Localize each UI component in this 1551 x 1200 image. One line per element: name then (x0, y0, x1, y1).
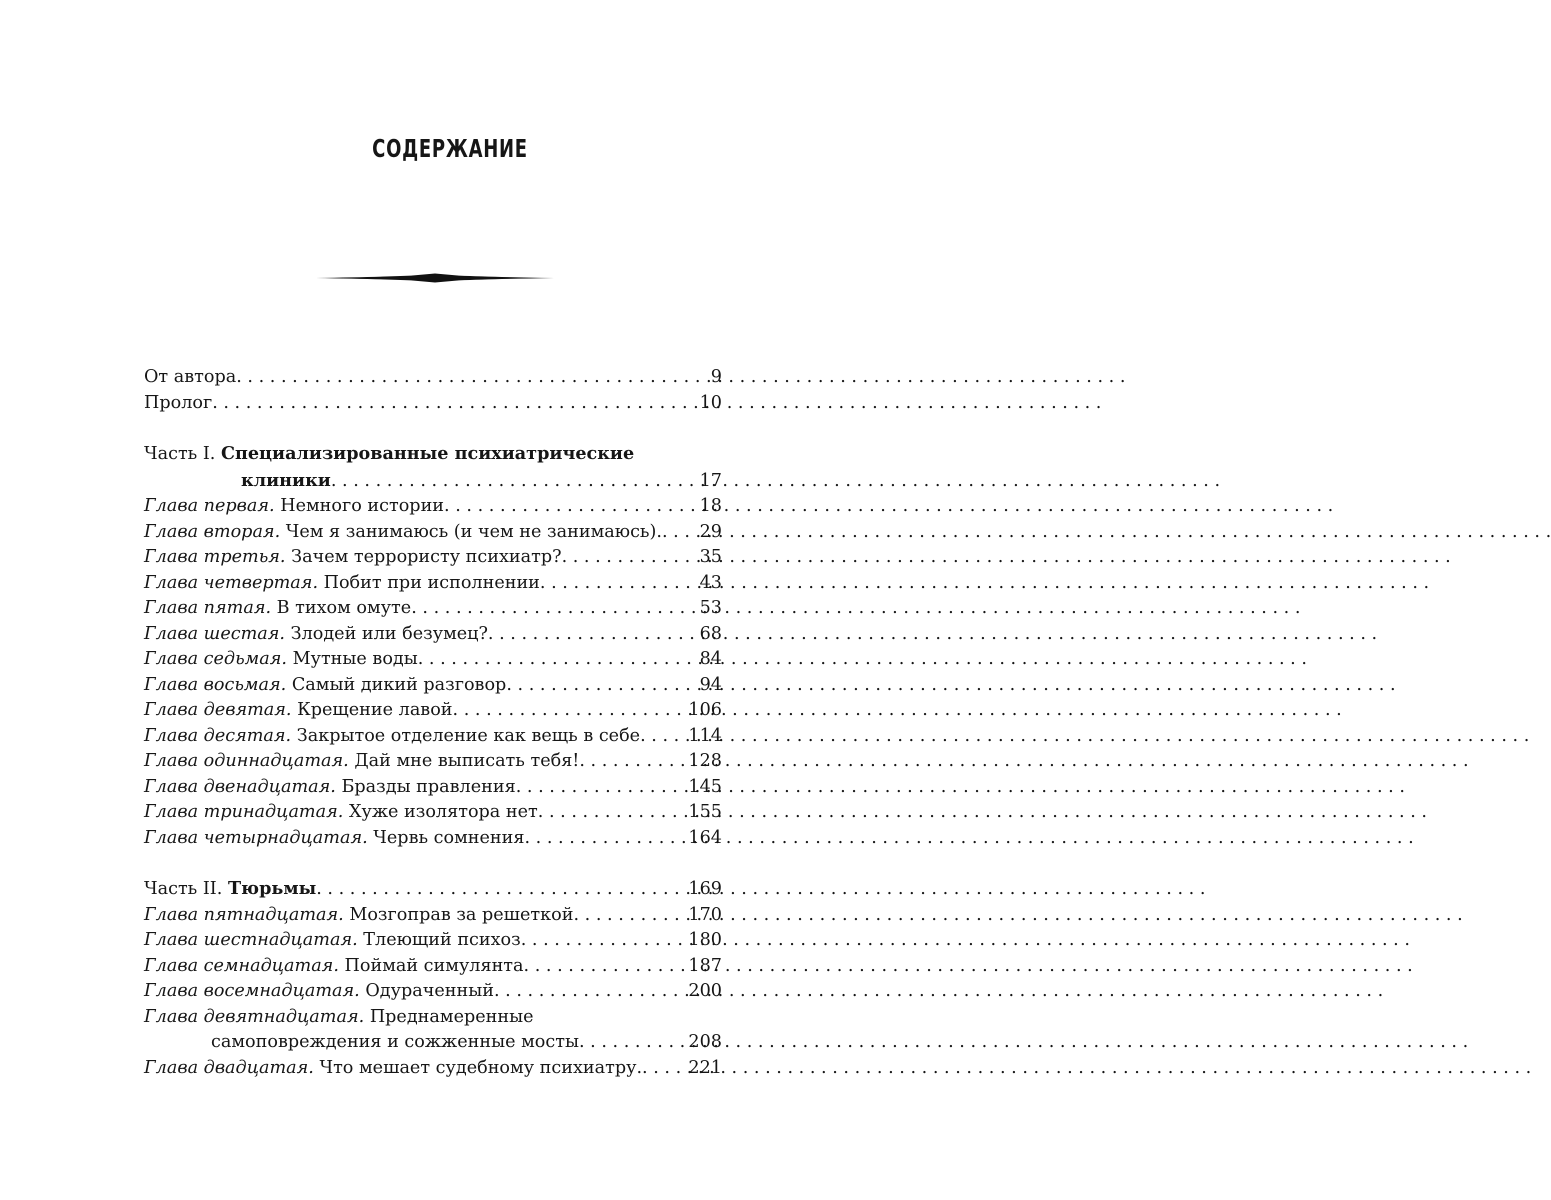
toc-chapter[interactable] (144, 724, 722, 750)
page-number: 170 (688, 904, 722, 925)
chapter-number: Глава четырнадцатая. (144, 827, 368, 848)
page-number: 18 (699, 496, 722, 516)
table-of-contents (144, 365, 722, 1081)
page-number: 29 (699, 521, 722, 542)
page-number: 200 (688, 981, 722, 1001)
chapter-title: Поймай симулянта (344, 955, 524, 976)
chapter-title: Злодей или безумец? (290, 623, 488, 644)
toc-chapter[interactable] (144, 571, 722, 597)
ornament-divider (316, 268, 554, 288)
dot-leader (236, 365, 711, 391)
dot-leader (494, 979, 688, 1005)
toc-chapter[interactable] (144, 622, 722, 648)
page-number: 84 (699, 649, 722, 669)
dot-leader (579, 749, 688, 775)
chapter-number: Глава восьмая. (144, 674, 287, 695)
page-number: 106 (688, 700, 722, 720)
page-number: 221 (688, 1057, 722, 1078)
chapter-title: Зачем террористу психиатр? (291, 547, 562, 567)
chapter-number: Глава шестая. (144, 623, 286, 644)
page-number: 17 (699, 470, 722, 491)
chapter-title: Одураченный (365, 981, 494, 1001)
chapter-title: Побит при исполнении (323, 572, 540, 593)
section-gap (144, 416, 722, 441)
page-number: 114 (688, 725, 722, 746)
chapter-title-continued: самоповреждения и сожженные мосты (211, 1032, 579, 1052)
toc-chapter[interactable] (144, 647, 722, 673)
page-number: 10 (699, 392, 722, 413)
chapter-number: Глава десятая. (144, 725, 292, 746)
entry-title: Пролог (144, 392, 213, 413)
chapter-number: Глава четвертая. (144, 572, 319, 593)
dot-leader (540, 571, 700, 597)
dot-leader (212, 391, 699, 417)
chapter-title: Мутные воды (292, 649, 418, 669)
chapter-number: Глава восемнадцатая. (144, 981, 360, 1001)
toc-part-1-line-1[interactable] (144, 441, 722, 468)
toc-chapter[interactable] (144, 596, 722, 622)
toc-chapter[interactable] (144, 494, 722, 520)
toc-chapter[interactable] (144, 954, 722, 980)
page-number: 187 (688, 955, 722, 976)
chapter-number: Глава третья. (144, 547, 286, 567)
chapter-title: В тихом омуте (276, 598, 412, 618)
part-title: Тюрьмы (227, 878, 317, 899)
page-number: 169 (688, 879, 722, 899)
chapter-number: Глава семнадцатая. (144, 955, 339, 976)
dot-leader (444, 494, 700, 520)
page-title: СОДЕРЖАНИЕ (372, 134, 528, 163)
chapter-number: Глава тринадцатая. (144, 802, 344, 822)
toc-chapter[interactable] (144, 800, 722, 826)
page-number: 43 (699, 572, 722, 593)
chapter-number: Глава вторая. (144, 521, 281, 542)
page-number: 128 (688, 751, 722, 771)
dot-leader (642, 1056, 688, 1082)
chapter-number: Глава одиннадцатая. (144, 751, 349, 771)
page-number: 35 (699, 547, 722, 567)
chapter-title: Дай мне выписать тебя! (354, 751, 580, 771)
chapter-title: Мозгоправ за решеткой (349, 904, 574, 925)
chapter-title: Крещение лавой (297, 700, 453, 720)
toc-chapter[interactable] (144, 775, 722, 801)
toc-chapter[interactable] (144, 545, 722, 571)
dot-leader (574, 903, 689, 929)
chapter-title: Самый дикий разговор (291, 674, 507, 695)
toc-chapter[interactable] (144, 928, 722, 954)
part-title: Специализированные психиатрические (220, 443, 635, 464)
dot-leader (538, 800, 689, 826)
toc-entry-from-author[interactable] (144, 365, 722, 391)
chapter-title: Тлеющий психоз (363, 930, 521, 950)
part-heading (144, 876, 316, 903)
chapter-title: Чем я занимаюсь (и чем не занимаюсь). (285, 521, 662, 542)
chapter-number: Глава первая. (144, 496, 275, 516)
toc-chapter[interactable] (144, 1056, 722, 1082)
page-number: 94 (699, 674, 722, 695)
page-number: 9 (710, 367, 722, 387)
page-number: 53 (699, 598, 722, 618)
page-number: 68 (699, 623, 722, 644)
chapter-title: Закрытое отделение как вещь в себе (296, 725, 641, 746)
dot-leader (524, 954, 689, 980)
part-prefix: Часть I. (144, 444, 216, 464)
chapter-number: Глава двенадцатая. (144, 776, 336, 797)
page-number: 180 (688, 930, 722, 950)
toc-chapter[interactable] (144, 979, 722, 1005)
page-number: 164 (688, 827, 722, 848)
toc-chapter[interactable] (144, 698, 722, 724)
dot-leader (418, 647, 700, 673)
dot-leader (331, 469, 700, 495)
chapter-title: Бразды правления (341, 776, 516, 797)
chapter-number: Глава шестнадцатая. (144, 930, 358, 950)
chapter-number: Глава седьмая. (144, 649, 287, 669)
part-heading (144, 441, 634, 468)
part-title-continued: клиники (241, 469, 331, 491)
dot-leader (640, 724, 688, 750)
toc-chapter[interactable] (144, 826, 722, 852)
toc-part-1-line-2[interactable] (144, 468, 722, 495)
chapter-number: Глава девятнадцатая. (144, 1006, 365, 1027)
dot-leader (662, 520, 700, 546)
dot-leader (579, 1030, 688, 1056)
toc-chapter[interactable] (144, 520, 722, 546)
dot-leader (521, 928, 689, 954)
toc-part-2[interactable] (144, 876, 722, 903)
page-number: 208 (688, 1032, 722, 1052)
toc-chapter[interactable] (144, 749, 722, 775)
part-prefix: Часть II. (144, 879, 223, 899)
dot-leader (506, 673, 699, 699)
chapter-number: Глава девятая. (144, 700, 292, 720)
dot-leader (524, 826, 688, 852)
page-number: 145 (688, 776, 722, 797)
toc-chapter[interactable] (144, 903, 722, 929)
chapter-title: Преднамеренные (369, 1006, 534, 1027)
dot-leader (453, 698, 689, 724)
page-number: 155 (688, 802, 722, 822)
dot-leader (488, 622, 700, 648)
section-gap (144, 851, 722, 876)
toc-chapter[interactable] (144, 673, 722, 699)
chapter-number: Глава пятнадцатая. (144, 904, 344, 925)
dot-leader (316, 877, 688, 903)
chapter-title: Немного истории (280, 496, 445, 516)
dot-leader (516, 775, 689, 801)
dot-leader (562, 545, 700, 571)
toc-chapter-19-line-2[interactable] (144, 1030, 722, 1056)
toc-entry-prologue[interactable] (144, 391, 722, 417)
chapter-number: Глава двадцатая. (144, 1057, 314, 1078)
chapter-number: Глава пятая. (144, 598, 272, 618)
dot-leader (411, 596, 699, 622)
chapter-title: Хуже изолятора нет (348, 802, 538, 822)
chapter-title: Что мешает судебному психиатру. (319, 1057, 643, 1078)
entry-title: От автора (144, 367, 237, 387)
chapter-title: Червь сомнения (373, 827, 525, 848)
toc-chapter-19-line-1[interactable] (144, 1005, 722, 1031)
